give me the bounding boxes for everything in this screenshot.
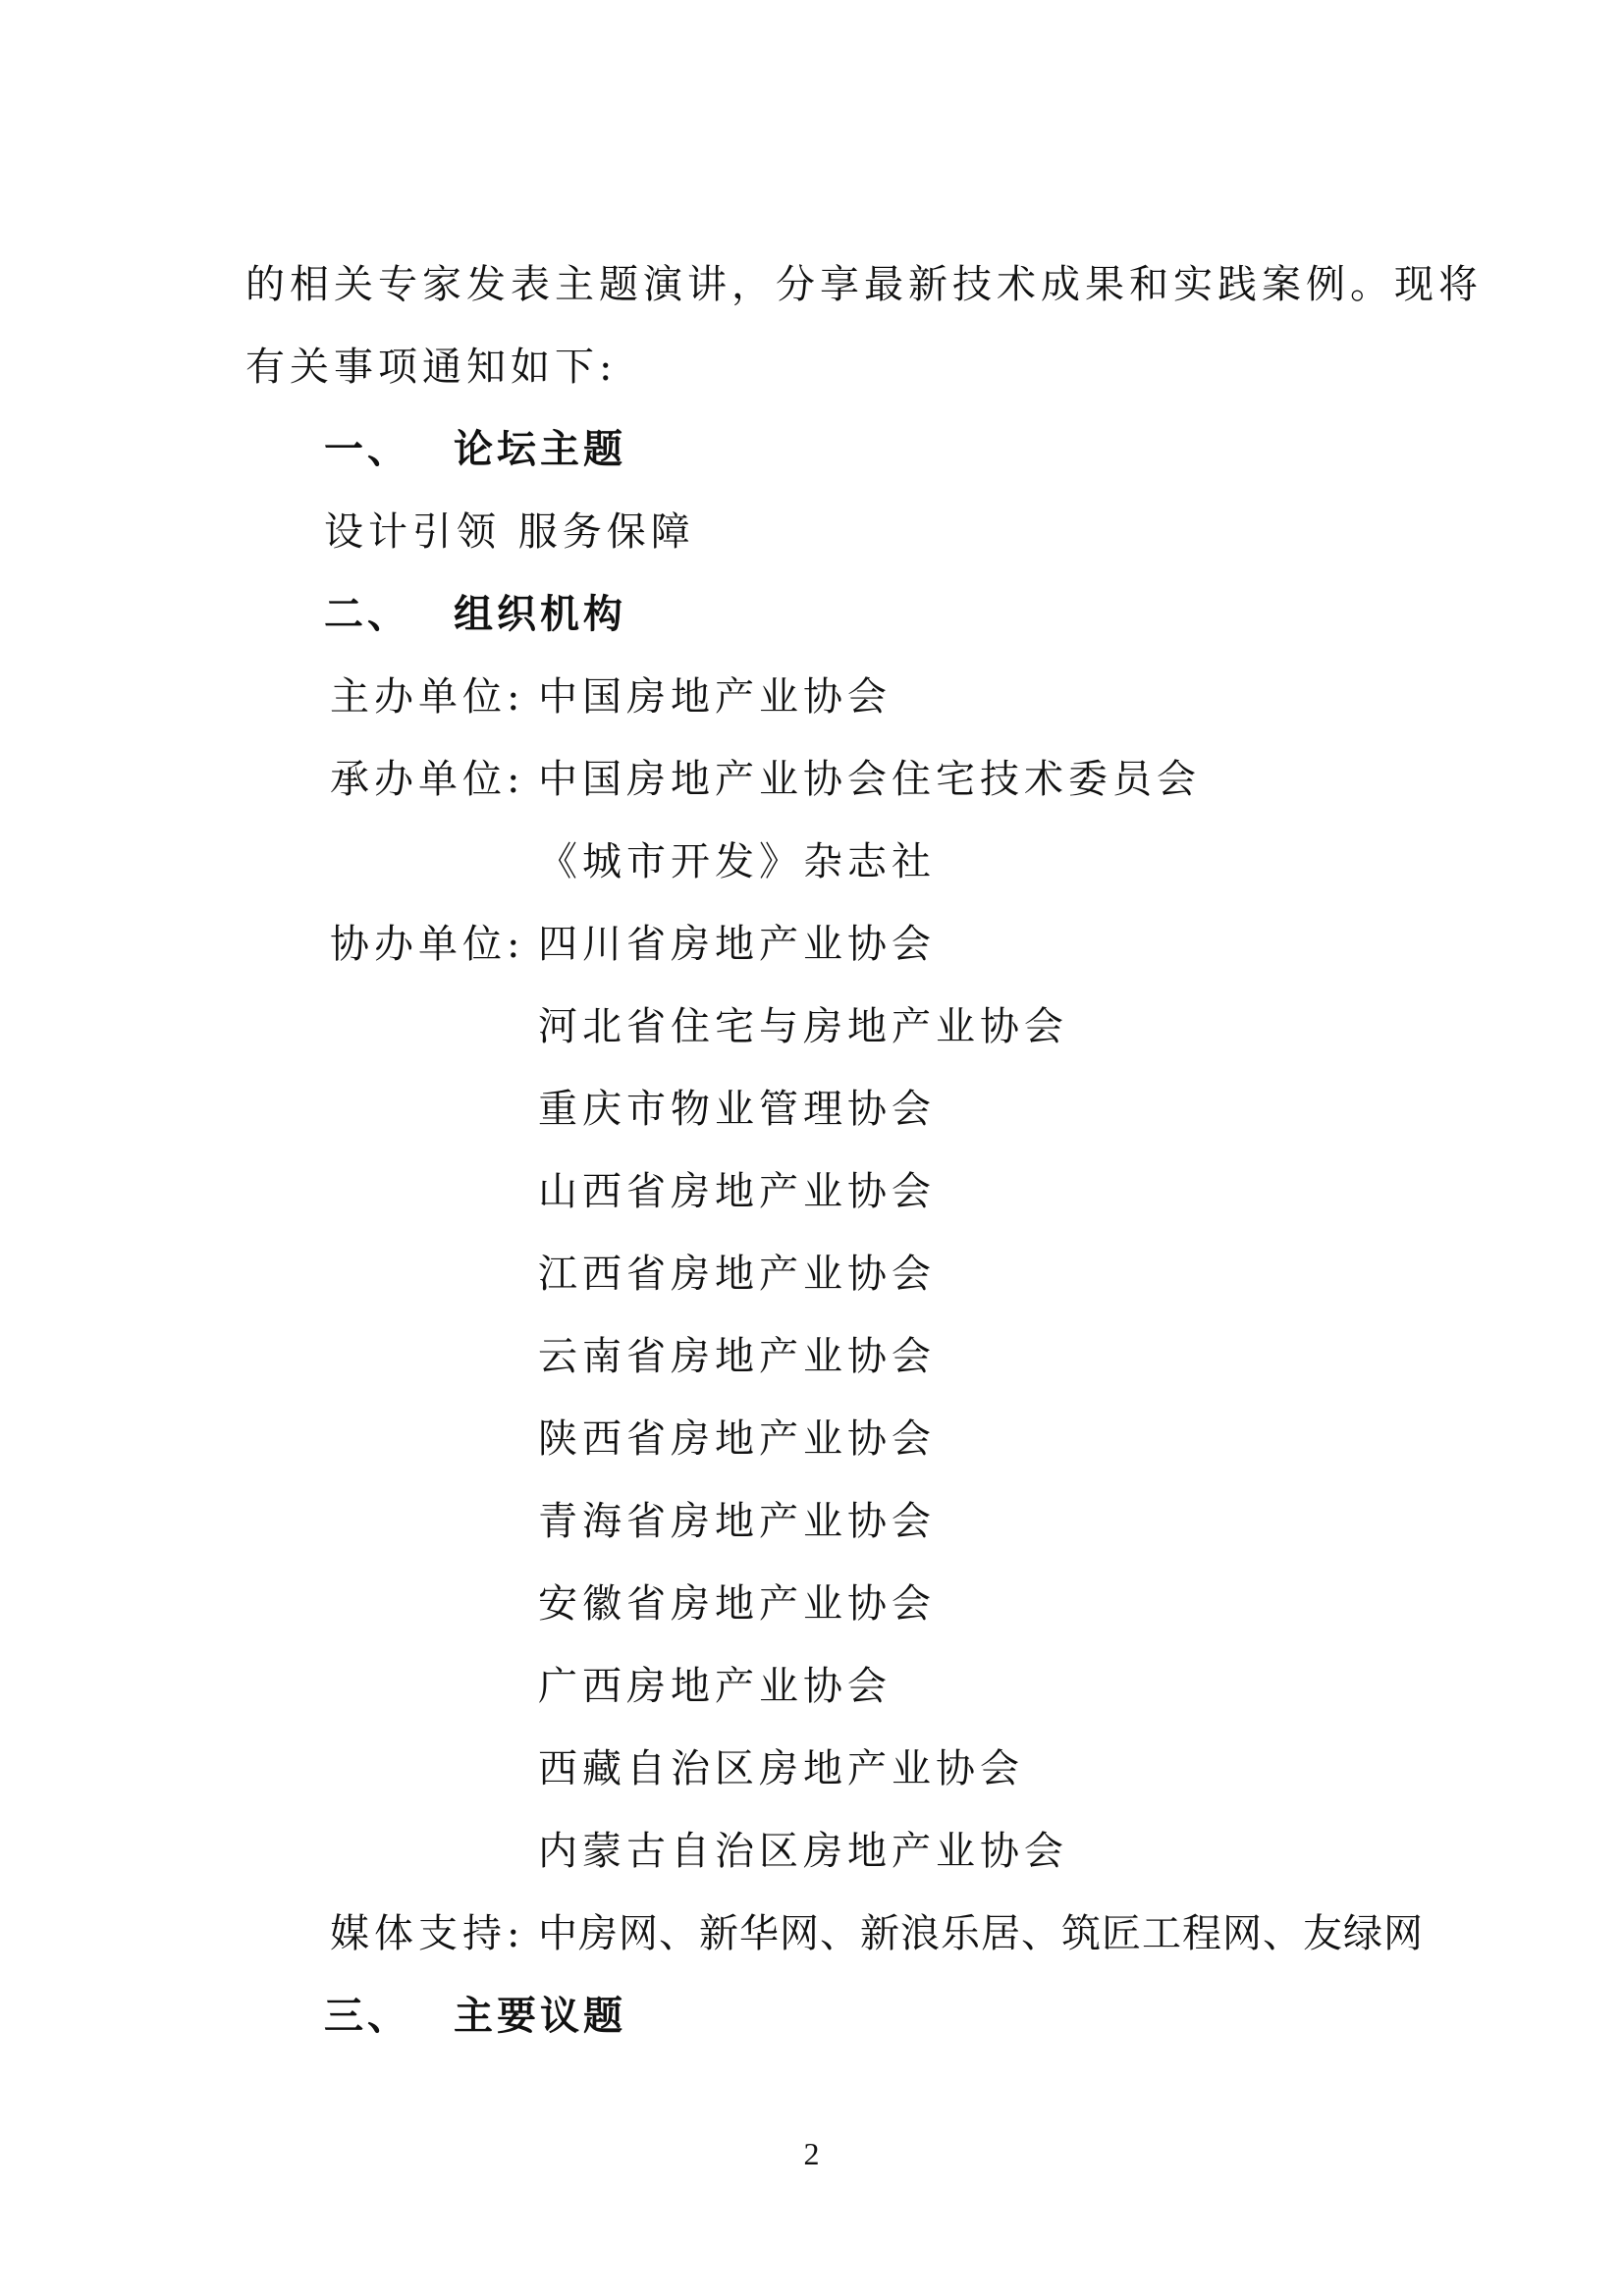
host-value: 中国房地产业协会 <box>538 674 892 720</box>
media-label: 媒体支持: <box>330 1911 525 1956</box>
section-3-title: 主要议题 <box>454 1993 626 2039</box>
co-organizer-item: 云南省房地产业协会 <box>538 1334 936 1379</box>
co-organizer-item: 广西房地产业协会 <box>538 1664 892 1709</box>
intro-line-2: 有关事项通知如下: <box>245 345 618 390</box>
section-2-heading <box>324 591 626 638</box>
section-1-content: 设计引领 服务保障 <box>324 509 695 555</box>
media-value: 中房网、新华网、新浪乐居、筑匠工程网、友绿网 <box>538 1911 1424 1956</box>
co-organizer-item: 陕西省房地产业协会 <box>538 1416 936 1462</box>
co-organizer-item: 河北省住宅与房地产业协会 <box>538 1004 1068 1049</box>
co-organizer-item: 四川省房地产业协会 <box>538 922 936 967</box>
co-organizer-item: 江西省房地产业协会 <box>538 1252 936 1297</box>
host-label: 主办单位: <box>330 674 525 720</box>
section-1-title: 论坛主题 <box>454 426 626 472</box>
section-3-heading <box>324 1993 626 2040</box>
intro-line-1: 的相关专家发表主题演讲，分享最新技术成果和实践案例。现将 <box>245 262 1483 307</box>
co-organizer-item: 重庆市物业管理协会 <box>538 1087 936 1132</box>
section-1-number: 一、 <box>324 426 410 472</box>
section-1-heading <box>324 426 626 473</box>
organizer-label: 承办单位: <box>330 757 525 802</box>
co-organizer-item: 安徽省房地产业协会 <box>538 1581 936 1627</box>
section-2-title: 组织机构 <box>454 591 626 637</box>
section-3-number: 三、 <box>324 1993 410 2039</box>
co-organizer-item: 山西省房地产业协会 <box>538 1169 936 1214</box>
co-organizer-item: 青海省房地产业协会 <box>538 1499 936 1544</box>
section-2-number: 二、 <box>324 591 410 637</box>
page-number: 2 <box>803 2136 820 2171</box>
co-organizer-item: 内蒙古自治区房地产业协会 <box>538 1829 1068 1874</box>
co-organizer-item: 西藏自治区房地产业协会 <box>538 1746 1024 1791</box>
co-organizer-label: 协办单位: <box>330 922 525 967</box>
organizer-item: 中国房地产业协会住宅技术委员会 <box>538 757 1201 802</box>
organizer-item: 《城市开发》杂志社 <box>538 839 936 884</box>
